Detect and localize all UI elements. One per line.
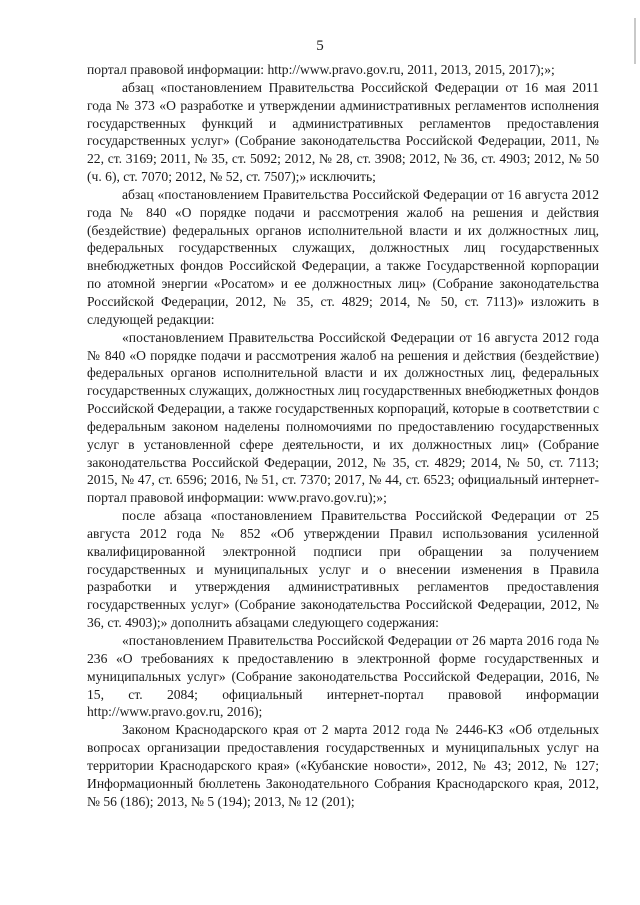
scan-edge-mark [634, 18, 636, 64]
paragraph-after-852: после абзаца «постановлением Правительства Российской Федерации от 25 августа 2012 года № 852 «Об утверждении Правил использования усиленной квалифицированной электронной подписи при обращении за получением государственных и муниципальных услуг и о внесении изменения в Правила разработки и утверждения административных регламентов предоставления государственных услуг» (Собрание законодательства Российской Федерации, 2012, № 36, ст. 4903);» дополнить абзацами следующего содержания: [87, 508, 599, 631]
paragraph-new-840-wording: «постановлением Правительства Российской Федерации от 16 августа 2012 года № 840 «О порядке подачи и рассмотрения жалоб на решения и действия (бездействие) федеральных органов исполнительной власти и их должностных лиц, федеральных государственных служащих, должностных лиц государственных внебюджетных фондов Российской Федерации, а также государственных корпораций, которые в соответствии с федеральным законом наделены полномочиями по предоставлению государственных услуг в установленной сфере деятельности, и их должностных лиц» (Собрание законодательства Российской Федерации, 2012, № 35, ст. 4829; 2014, № 50, ст. 7113; 2015, № 47, ст. 6596; 2016, № 51, ст. 7370; 2017, № 44, ст. 6523; официальный интернет-портал правовой информации: www.pravo.gov.ru);»; [87, 329, 599, 506]
paragraph-add-236: «постановлением Правительства Российской Федерации от 26 марта 2016 года № 236 «О требованиях к предоставлению в электронной форме государственных и муниципальных услуг» (Собрание законодательства Российской Федерации, 2016, № 15, ст. 2084; официальный интернет-портал правовой информации http://www.pravo.gov.ru, 2016); [87, 633, 599, 720]
paragraph-amend-840: абзац «постановлением Правительства Российской Федерации от 16 августа 2012 года № 840 «О порядке подачи и рассмотрения жалоб на решения и действия (бездействие) федеральных органов исполнительной власти и их должностных лиц, федеральных государственных служащих, должностных лиц государственных внебюджетных фондов Российской Федерации, а также Государственной корпорации по атомной энергии «Росатом» и ее должностных лиц» (Собрание законодательства Российской Федерации, 2012, № 35, ст. 4829; 2014, № 50, ст. 7113)» изложить в следующей редакции: [87, 186, 599, 327]
paragraph-exclude-373: абзац «постановлением Правительства Российской Федерации от 16 мая 2011 года № 373 «О разработке и утверждении административных регламентов исполнения государственных функций и административных регламентов предоставления государственных услуг» (Собрание законодательства Российской Федерации, 2011, № 22, ст. 3169; 2011, № 35, ст. 5092; 2012, № 28, ст. 3908; 2012, № 36, ст. 4903; 2012, № 50 (ч. 6), ст. 7070; 2012, № 52, ст. 7507);» исключить; [87, 79, 599, 185]
document-body [87, 61, 599, 810]
paragraph-krasnodar-law: Законом Краснодарского края от 2 марта 2012 года № 2446-КЗ «Об отдельных вопросах организации предоставления государственных и муниципальных услуг на территории Краснодарского края» («Кубанские новости», 2012, № 43; 2012, № 127; Информационный бюллетень Законодательного Собрания Краснодарского края, 2012, № 56 (186); 2013, № 5 (194); 2013, № 12 (201); [87, 722, 599, 809]
paragraph-continuation: портал правовой информации: http://www.pravo.gov.ru, 2011, 2013, 2015, 2017);»; [87, 62, 555, 77]
page-number: 5 [316, 38, 324, 54]
